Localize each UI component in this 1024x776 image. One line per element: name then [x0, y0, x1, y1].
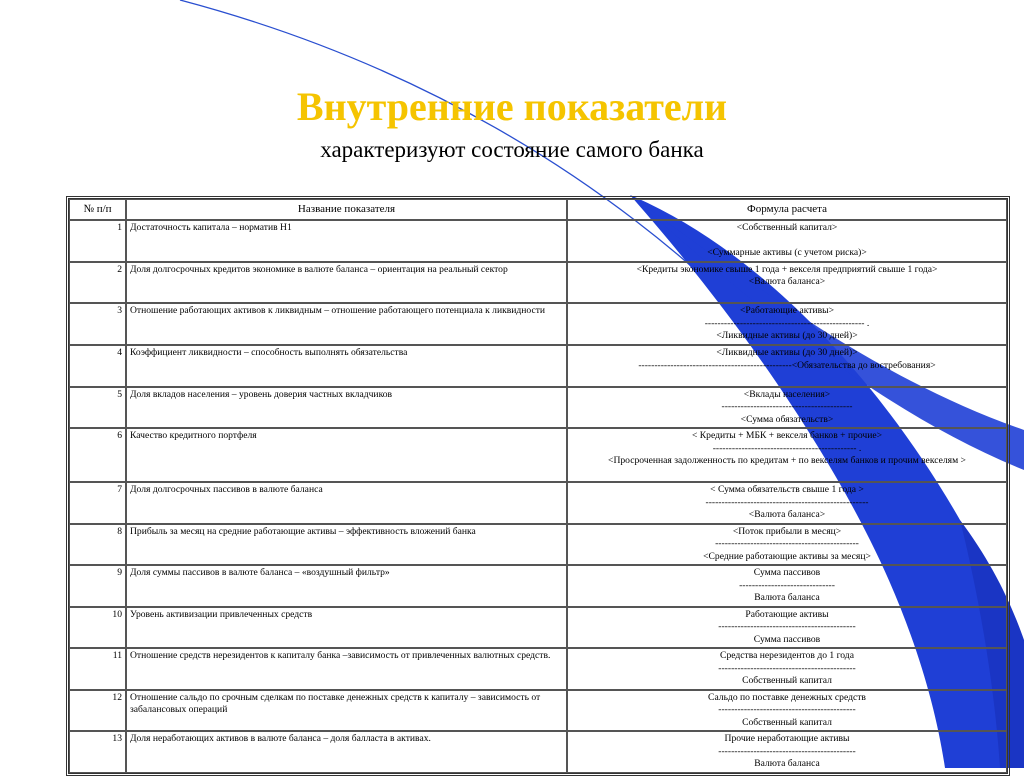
formula-numerator: <Работающие активы> — [740, 305, 834, 316]
formula-numerator: <Кредиты экономике свыше 1 года + векселя предприятий свыше 1 года> — [636, 263, 938, 275]
formula-denominator: <Сумма обязательств> — [740, 413, 834, 425]
page-title: Внутренние показатели — [296, 84, 728, 129]
formula-denominator — [571, 289, 1003, 302]
formula-denominator: <Средние работающие активы за месяц> — [703, 550, 871, 562]
formula-denominator: Валюта баланса — [754, 592, 820, 603]
row-number: 2 — [69, 262, 126, 304]
formula-cell — [567, 262, 1007, 304]
formula-divider — [571, 235, 1003, 248]
formula-numerator: <Поток прибыли в месяц> — [732, 525, 842, 537]
indicator-name: Уровень активизации привлеченных средств — [126, 607, 567, 649]
indicator-name: Доля вкладов населения – уровень доверия частных вкладчиков — [126, 387, 567, 429]
formula-cell — [567, 690, 1007, 732]
row-number: 4 — [69, 345, 126, 387]
formula-divider: --------------------------------------------- . — [712, 442, 862, 454]
formula-numerator: Сумма пассивов — [753, 567, 821, 578]
formula-divider: ------------------------------------------------<Обязательства до востребования> — [638, 359, 936, 371]
table-row — [69, 482, 1007, 524]
formula-numerator: <Вклады населения> — [743, 388, 831, 400]
table-row — [69, 220, 1007, 262]
formula-denominator: Сумма пассивов — [753, 633, 821, 645]
formula-divider: ------------------------------------------- — [718, 662, 856, 674]
formula-denominator: <Просроченная задолженность по кредитам + по векселям банков и прочим векселям > — [608, 455, 966, 466]
table-row — [69, 262, 1007, 304]
indicator-name: Отношение сальдо по срочным сделкам по поставке денежных средств к капиталу – зависимость от забалансовых операций — [126, 690, 567, 732]
formula-cell — [567, 524, 1007, 566]
row-number: 3 — [69, 303, 126, 345]
formula-divider: ----------------------------------------- — [721, 401, 853, 412]
formula-divider: --------------------------------------------------- — [705, 496, 869, 508]
formula-denominator — [571, 372, 1003, 385]
indicator-name: Отношение средств нерезидентов к капиталу банка –зависимость от привлеченных валютных средств. — [126, 648, 567, 690]
indicator-name: Качество кредитного портфеля — [126, 428, 567, 482]
formula-numerator: <Собственный капитал> — [736, 222, 838, 233]
table-row — [69, 565, 1007, 607]
formula-cell — [567, 220, 1007, 262]
indicator-name: Доля долгосрочных пассивов в валюте баланса — [126, 482, 567, 524]
formula-denominator: Собственный капитал — [742, 675, 832, 686]
formula-divider: ------------------------------ — [739, 579, 835, 591]
indicator-name: Доля суммы пассивов в валюте баланса – «воздушный фильтр» — [126, 565, 567, 607]
formula-numerator: Работающие активы — [745, 608, 829, 620]
page-subtitle: характеризуют состояние самого банка — [320, 137, 704, 162]
table-row — [69, 428, 1007, 482]
formula-divider: ------------------------------------------- — [718, 621, 856, 632]
formula-cell — [567, 565, 1007, 607]
formula-numerator: Сальдо по поставке денежных средств — [708, 691, 866, 703]
formula-cell — [567, 428, 1007, 482]
indicator-name: Коэффициент ликвидности – способность выполнять обязательства — [126, 345, 567, 387]
table-row — [69, 731, 1007, 773]
formula-cell — [567, 387, 1007, 429]
indicator-name: Доля долгосрочных кредитов экономике в валюте баланса – ориентация на реальный сектор — [126, 262, 567, 304]
formula-denominator: <Ликвидные активы (до 30 дней)> — [716, 330, 858, 341]
formula-numerator: Прочие неработающие активы — [724, 733, 850, 744]
formula-cell — [567, 482, 1007, 524]
formula-cell — [567, 607, 1007, 649]
formula-denominator: Собственный капитал — [742, 716, 832, 728]
indicator-name: Доля неработающих активов в валюте баланса – доля балласта в активах. — [126, 731, 567, 773]
formula-divider: --------------------------------------------- — [715, 538, 859, 549]
header-num: № п/п — [69, 199, 126, 220]
table-row — [69, 345, 1007, 387]
formula-denominator: <Валюта баланса> — [748, 509, 826, 520]
formula-cell — [567, 731, 1007, 773]
formula-cell — [567, 303, 1007, 345]
row-number: 1 — [69, 220, 126, 262]
table-row — [69, 690, 1007, 732]
row-number: 11 — [69, 648, 126, 690]
row-number: 8 — [69, 524, 126, 566]
formula-denominator: Валюта баланса — [754, 758, 820, 769]
formula-numerator: <Ликвидные активы (до 30 дней)> — [716, 347, 858, 358]
formula-divider: ------------------------------------------- — [718, 704, 856, 715]
formula-numerator: < Сумма обязательств свыше 1 года > — [710, 484, 864, 495]
row-number: 10 — [69, 607, 126, 649]
indicator-name: Прибыль за месяц на средние работающие активы – эффективность вложений банка — [126, 524, 567, 566]
table-header-row — [69, 199, 1007, 220]
table-row — [69, 303, 1007, 345]
table-row — [69, 524, 1007, 566]
table-row — [69, 607, 1007, 649]
formula-divider: ------------------------------------------- — [718, 745, 856, 757]
row-number: 12 — [69, 690, 126, 732]
formula-divider: <Валюта баланса> — [748, 276, 826, 287]
row-number: 13 — [69, 731, 126, 773]
indicator-name: Достаточность капитала – норматив Н1 — [126, 220, 567, 262]
formula-denominator: <Суммарные активы (с учетом риска)> — [707, 247, 867, 258]
indicator-name: Отношение работающих активов к ликвидным – отношение работающего потенциала к ликвидности — [126, 303, 567, 345]
formula-divider: -------------------------------------------------- . — [704, 317, 870, 329]
table-row — [69, 648, 1007, 690]
indicators-table — [66, 196, 1010, 776]
header-formula: Формула расчета — [567, 199, 1007, 220]
row-number: 9 — [69, 565, 126, 607]
table-row — [69, 387, 1007, 429]
formula-numerator: < Кредиты + МБК + векселя банков + прочие> — [691, 430, 883, 441]
formula-numerator: Средства нерезидентов до 1 года — [720, 650, 854, 661]
table-body — [69, 220, 1007, 773]
row-number: 5 — [69, 387, 126, 429]
formula-cell — [567, 345, 1007, 387]
header-name: Название показателя — [126, 199, 567, 220]
row-number: 6 — [69, 428, 126, 482]
row-number: 7 — [69, 482, 126, 524]
formula-cell — [567, 648, 1007, 690]
